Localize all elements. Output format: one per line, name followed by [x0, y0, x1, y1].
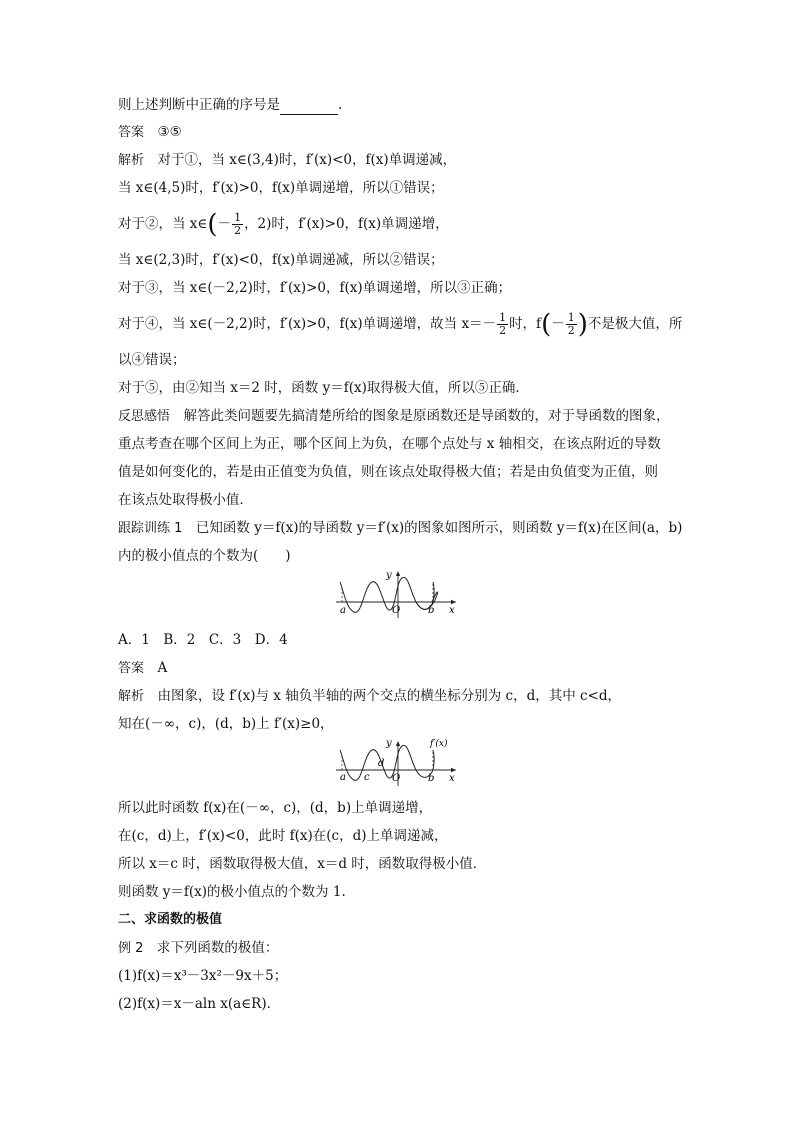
reflection-line-1 — [118, 406, 670, 427]
derivative-curve — [340, 745, 434, 780]
label-y: y — [386, 570, 392, 581]
fraction-numerator: 1 — [567, 311, 575, 324]
label-a: a — [340, 772, 346, 783]
line3-prefix: 对于②，当 x∈ — [118, 216, 208, 232]
line6-prefix: 对于④，当 x∈(－2,2)时，f′(x)>0，f(x)单调递增，故当 x＝－ — [118, 316, 497, 332]
label-fprime: f′(x) — [430, 739, 448, 749]
x-axis-arrow — [451, 768, 456, 772]
reflection-line-2: 重点考查在哪个区间上为正，哪个区间上为负，在哪个点处与 x 轴相交，在该点附近的导数 — [118, 436, 661, 452]
example-text: 求下列函数的极值： — [156, 940, 279, 956]
analysis2-line-6: 则函数 y＝f(x)的极小值点的个数为 1. — [118, 884, 346, 900]
x-axis-arrow — [451, 600, 456, 604]
fraction-numerator: 1 — [499, 311, 507, 324]
section-heading: 二、求函数的极值 — [118, 912, 223, 927]
minus-sign: － — [217, 216, 232, 232]
practice-text: 已知函数 y＝f(x)的导函数 y＝f′(x)的图象如图所示，则函数 y＝f(x)在区间(a，b) — [195, 520, 683, 536]
y-axis-arrow — [396, 741, 400, 746]
reflection-line-3: 值是如何变化的，若是由正值变为负值，则在该点处取得极大值；若是由负值变为正值，则 — [118, 464, 658, 480]
analysis2-line-3: 所以此时函数 f(x)在(－∞，c)，(d，b)上单调递增， — [118, 800, 433, 816]
fraction-numerator: 1 — [234, 211, 242, 224]
fraction-denominator: 2 — [234, 224, 242, 237]
analysis2-line-2: 知在(－∞，c)，(d，b)上 f′(x)≥0， — [118, 716, 334, 732]
analysis-label: 解析 — [118, 689, 145, 704]
reflection-text: 解答此类问题要先搞清楚所给的图象是原函数还是导函数的，对于导函数的图象， — [183, 408, 670, 424]
example-item-1: (1)f(x)＝x³－3x²－9x＋5； — [118, 968, 288, 984]
label-a: a — [340, 605, 346, 616]
answer2-line — [118, 658, 167, 679]
fraction-denominator: 2 — [499, 324, 507, 337]
analysis-text: 对于①，当 x∈(3,4)时，f′(x)<0，f(x)单调递减， — [157, 152, 457, 168]
analysis-label: 解析 — [118, 153, 145, 168]
answer-label: 答案 — [118, 661, 145, 676]
minus-sign: － — [551, 316, 565, 332]
example-label: 例 2 — [118, 941, 144, 956]
label-origin: O — [392, 773, 401, 784]
derivative-graph-1 — [334, 568, 460, 620]
answer-line — [118, 122, 182, 143]
label-y: y — [386, 738, 392, 749]
analysis-line-7: 以④错误； — [118, 352, 186, 368]
fraction-denominator: 2 — [567, 324, 575, 337]
answer-value: ③⑤ — [157, 124, 182, 140]
example-item-2: (2)f(x)＝x－aln x(a∈R)． — [118, 996, 281, 1012]
practice-line-2: 内的极小值点的个数为( ) — [118, 548, 291, 564]
fraction-half — [232, 212, 243, 237]
practice-line-1 — [118, 518, 682, 539]
reflection-label: 反思感悟 — [118, 409, 171, 424]
analysis2-line-4: 在(c，d)上，f′(x)<0，此时 f(x)在(c，d)上单调递减， — [118, 828, 448, 844]
analysis2-line-1 — [118, 686, 621, 707]
line3-suffix: ，2)时，f′(x)>0，f(x)单调递增， — [244, 216, 449, 232]
answer-value: A — [157, 660, 168, 676]
label-origin: O — [392, 605, 401, 616]
answer-blank — [280, 100, 338, 115]
fraction-half-3 — [566, 312, 577, 337]
left-paren: ( — [207, 209, 218, 240]
left-paren: ( — [541, 309, 552, 340]
analysis2-line-5: 所以 x＝c 时，函数取得极大值，x＝d 时，函数取得极小值． — [118, 856, 487, 872]
question-text: 则上述判断中正确的序号是 — [118, 97, 280, 113]
right-paren: ) — [577, 309, 588, 340]
line6-middle: 时，f — [509, 316, 542, 332]
y-axis-arrow — [396, 571, 400, 576]
example-line — [118, 938, 278, 959]
derivative-curve — [340, 577, 438, 612]
analysis-line-2: 当 x∈(4,5)时，f′(x)>0，f(x)单调递增，所以①错误； — [118, 180, 444, 196]
analysis-line-4: 当 x∈(2,3)时，f′(x)<0，f(x)单调递减，所以②错误； — [118, 252, 444, 268]
answer-label: 答案 — [118, 125, 145, 140]
label-c: c — [364, 772, 370, 783]
practice-label: 跟踪训练 1 — [118, 521, 183, 536]
analysis-line-8: 对于⑤，由②知当 x＝2 时，函数 y＝f(x)取得极大值，所以⑤正确． — [118, 380, 529, 396]
reflection-line-4: 在该点处取得极小值． — [118, 492, 253, 508]
line6-suffix: 不是极大值，所 — [587, 316, 683, 332]
options-line: A．1 B．2 C．3 D．4 — [118, 632, 288, 648]
label-b: b — [428, 605, 435, 616]
analysis-text: 由图象，设 f′(x)与 x 轴负半轴的两个交点的横坐标分别为 c，d，其中 c<d， — [157, 688, 622, 704]
label-d: d — [378, 758, 385, 769]
question-tail — [118, 95, 342, 115]
analysis-line-5: 对于③，当 x∈(－2,2)时，f′(x)>0，f(x)单调递增，所以③正确； — [118, 280, 512, 296]
analysis-line-3 — [118, 209, 449, 240]
label-x: x — [449, 773, 455, 784]
label-b: b — [428, 773, 435, 784]
label-x: x — [449, 605, 455, 616]
derivative-graph-2 — [334, 734, 460, 788]
question-period: . — [338, 97, 343, 113]
fraction-half-2 — [497, 312, 508, 337]
analysis-line-1 — [118, 150, 456, 171]
analysis-line-6 — [118, 309, 683, 340]
